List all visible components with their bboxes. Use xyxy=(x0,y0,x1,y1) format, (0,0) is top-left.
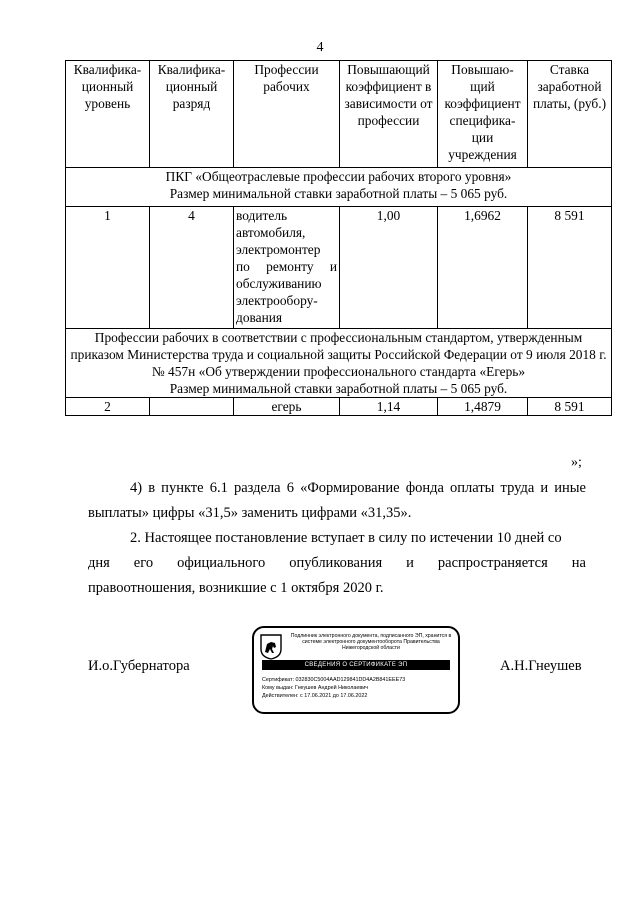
paragraph2-word: опубликования xyxy=(289,555,383,571)
section-row-2 xyxy=(66,329,612,398)
table-header-row xyxy=(66,61,612,168)
paragraph-item-2 xyxy=(88,526,586,601)
header-grade: Квалифика-ционный разряд xyxy=(150,61,234,168)
section2-min-rate: Размер минимальной ставки заработной платы – 5 065 руб. xyxy=(169,381,508,396)
header-rate: Ставка заработной платы, (руб.) xyxy=(528,61,612,168)
section-row-1 xyxy=(66,168,612,207)
row2-level: 2 xyxy=(66,398,150,416)
header-profession: Профессии рабочих xyxy=(234,61,340,168)
row2-coef-institution: 1,4879 xyxy=(438,398,528,416)
paragraph2-word: и xyxy=(406,555,414,571)
section2-title: Профессии рабочих в соответствии с профессиональным стандартом, утвержденным приказом Министерства труда и социальной защиты Российской Федерации от 9 июля 2018 г. № 457н «Об утверждении профессионального стандарта «Егерь» xyxy=(70,330,607,379)
header-coef-profession: Повышающий коэффициент в зависимости от профессии xyxy=(340,61,438,168)
row1-coef-institution: 1,6962 xyxy=(438,207,528,329)
row2-coef-profession: 1,14 xyxy=(340,398,438,416)
paragraph2-line2 xyxy=(88,551,586,576)
table-closing-quote: »; xyxy=(571,455,582,470)
row1-profession: водитель автомобиля, электромонтер по ремонту и обслуживанию электрообору-дования xyxy=(234,207,340,329)
paragraph-item-4: 4) в пункте 6.1 раздела 6 «Формирование фонда оплаты труда и иные выплаты» цифры «31,5» заменить цифрами «31,35». xyxy=(88,480,586,521)
row1-grade: 4 xyxy=(150,207,234,329)
stamp-certificate: Сертификат: 032830C5004AAD129841DD4A2B841EEE73 xyxy=(262,677,406,683)
paragraph2-word: на xyxy=(571,555,586,571)
section1-min-rate: Размер минимальной ставки заработной платы – 5 065 руб. xyxy=(169,186,508,201)
row1-rate: 8 591 xyxy=(528,207,612,329)
e-signature-stamp xyxy=(252,626,460,714)
stamp-info xyxy=(262,676,454,700)
paragraph2-word: его xyxy=(133,555,154,571)
row1-level: 1 xyxy=(66,207,150,329)
paragraph2-word: дня xyxy=(88,555,110,571)
row2-grade xyxy=(150,398,234,416)
row2-profession: егерь xyxy=(234,398,340,416)
row1-coef-profession: 1,00 xyxy=(340,207,438,329)
table-row xyxy=(66,398,612,416)
signatory-name: А.Н.Гнеушев xyxy=(500,658,582,674)
paragraph2-line3: правоотношения, возникшие с 1 октября 2020 г. xyxy=(88,580,384,596)
row2-rate: 8 591 xyxy=(528,398,612,416)
stamp-header: Подлинник электронного документа, подписанного ЭП, хранится в системе электронного документооборота Правительства Нижегородской области xyxy=(290,633,452,652)
header-coef-institution: Повышаю-щий коэффициент специфика-ции учреждения xyxy=(438,61,528,168)
coat-of-arms-icon xyxy=(260,634,282,660)
signatory-title: И.о.Губернатора xyxy=(88,658,190,674)
page-number: 4 xyxy=(316,40,324,55)
paragraph2-word: распространяется xyxy=(437,555,548,571)
section1-title: ПКГ «Общеотраслевые профессии рабочих второго уровня» xyxy=(165,169,512,184)
stamp-issued-to: Кому выдан: Гнеушев Андрей Николаевич xyxy=(262,685,369,691)
table-row xyxy=(66,207,612,329)
paragraph2-line1: 2. Настоящее постановление вступает в силу по истечении 10 дней со xyxy=(130,530,562,546)
stamp-validity: Действителен: с 17.06.2021 до 17.06.2022 xyxy=(262,693,368,699)
header-level: Квалифика-ционный уровень xyxy=(66,61,150,168)
stamp-title-bar: СВЕДЕНИЯ О СЕРТИФИКАТЕ ЭП xyxy=(262,660,450,670)
salary-table xyxy=(65,60,612,416)
paragraph2-word: официального xyxy=(177,555,266,571)
